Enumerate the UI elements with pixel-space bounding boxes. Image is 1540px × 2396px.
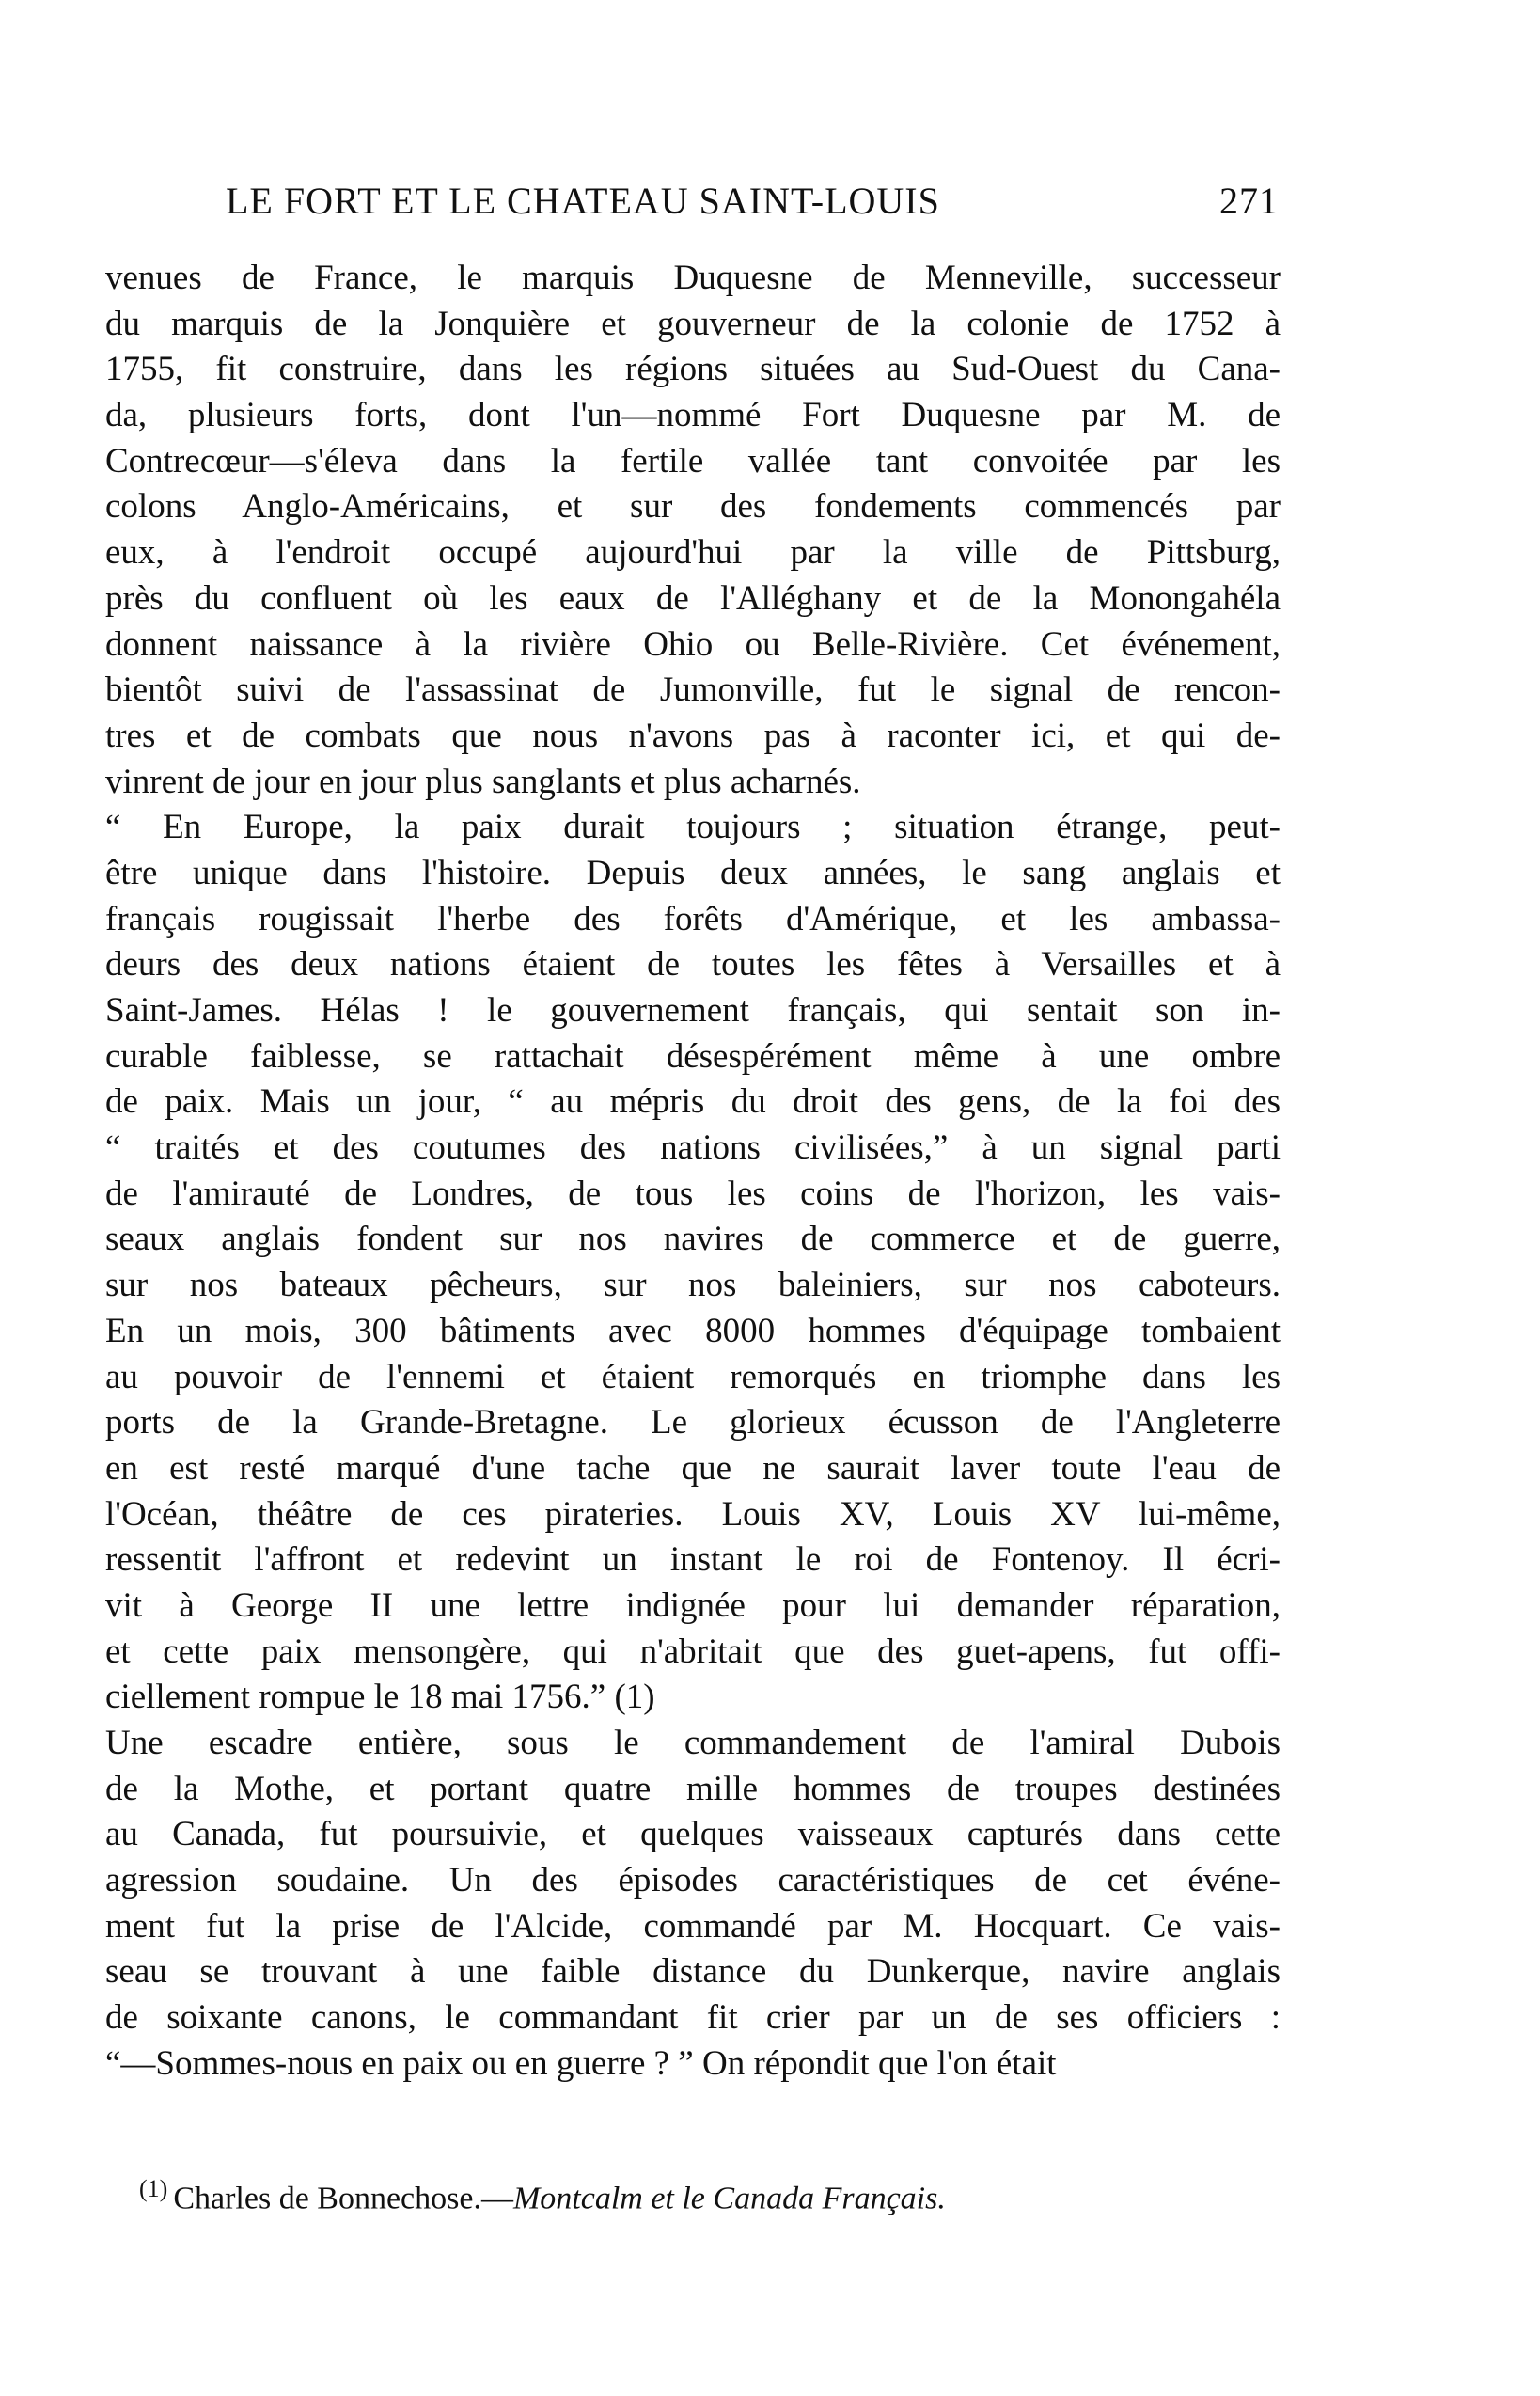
text-line: Une escadre entière, sous le commandement de l'amiral Dubois: [105, 1724, 1281, 1762]
text-line: et cette paix mensongère, qui n'abritait que des guet-apens, fut offi-: [105, 1631, 1281, 1671]
text-line: venues de France, le marquis Duquesne de Menneville, successeur: [105, 259, 1281, 297]
text-line: “ traités et des coutumes des nations civilisées,” à un signal parti: [105, 1128, 1281, 1168]
text-line: français rougissait l'herbe des forêts d'Amérique, et les ambassa-: [105, 899, 1281, 938]
text-line: En un mois, 300 bâtiments avec 8000 hommes d'équipage tombaient: [105, 1311, 1281, 1350]
text-line: seau se trouvant à une faible distance du Dunkerque, navire anglais: [105, 1952, 1281, 1992]
text-line: bientôt suivi de l'assassinat de Jumonville, fut le signal de rencon-: [105, 670, 1281, 710]
footnote-author: Charles de Bonnechose.—: [173, 2181, 513, 2216]
text-line: ressentit l'affront et redevint un instant le roi de Fontenoy. Il écri-: [105, 1540, 1281, 1580]
text-line: 1755, fit construire, dans les régions situées au Sud-Ouest du Cana-: [105, 350, 1281, 389]
text-line: au Canada, fut poursuivie, et quelques vaisseaux capturés dans cette: [105, 1815, 1281, 1854]
footnote-marker: (1): [139, 2175, 168, 2202]
running-title: LE FORT ET LE CHATEAU SAINT-LOUIS: [226, 180, 940, 222]
text-line: Contrecœur—s'éleva dans la fertile vallée tant convoitée par les: [105, 441, 1281, 481]
page-number: 271: [1219, 180, 1279, 222]
text-line: “ En Europe, la paix durait toujours ; situation étrange, peut-: [105, 808, 1281, 847]
text-line: ciellement rompue le 18 mai 1756.” (1): [105, 1678, 655, 1717]
text-line: de paix. Mais un jour, “ au mépris du droit des gens, de la foi des: [105, 1082, 1281, 1122]
footnote-title: Montcalm et le Canada Français.: [512, 2181, 946, 2216]
text-line: l'Océan, théâtre de ces pirateries. Louis XV, Louis XV lui-même,: [105, 1494, 1281, 1534]
text-line: ment fut la prise de l'Alcide, commandé par M. Hocquart. Ce vais-: [105, 1906, 1281, 1946]
text-line: agression soudaine. Un des épisodes caractéristiques de cet événe-: [105, 1861, 1281, 1900]
text-line: colons Anglo-Américains, et sur des fondements commencés par: [105, 487, 1281, 527]
text-line: près du confluent où les eaux de l'Alléghany et de la Monongahéla: [105, 578, 1281, 618]
text-line: en est resté marqué d'une tache que ne saurait laver toute l'eau de: [105, 1448, 1281, 1488]
footnote: [139, 2175, 1173, 2216]
text-line: être unique dans l'histoire. Depuis deux années, le sang anglais et: [105, 853, 1281, 892]
text-line: tres et de combats que nous n'avons pas à raconter ici, et qui de-: [105, 716, 1281, 755]
text-line: eux, à l'endroit occupé aujourd'hui par la ville de Pittsburg,: [105, 533, 1281, 573]
text-line: de la Mothe, et portant quatre mille hommes de troupes destinées: [105, 1769, 1281, 1808]
text-line: Saint-James. Hélas ! le gouvernement français, qui sentait son in-: [105, 991, 1281, 1030]
text-line: deurs des deux nations étaient de toutes les fêtes à Versailles et à: [105, 945, 1281, 985]
text-line: curable faiblesse, se rattachait désespérément même à une ombre: [105, 1036, 1281, 1076]
text-line: au pouvoir de l'ennemi et étaient remorqués en triomphe dans les: [105, 1357, 1281, 1396]
text-line: sur nos bateaux pêcheurs, sur nos baleiniers, sur nos caboteurs.: [105, 1266, 1281, 1305]
text-line: da, plusieurs forts, dont l'un—nommé Fort Duquesne par M. de: [105, 396, 1281, 435]
text-line: vit à George II une lettre indignée pour lui demander réparation,: [105, 1585, 1281, 1625]
text-line: vinrent de jour en jour plus sanglants et plus acharnés.: [105, 762, 861, 801]
text-line: “—Sommes-nous en paix ou en guerre ? ” On répondit que l'on était: [105, 2043, 1057, 2083]
running-header: [226, 179, 1279, 223]
text-line: du marquis de la Jonquière et gouverneur de la colonie de 1752 à: [105, 304, 1281, 343]
text-line: de l'amirauté de Londres, de tous les coins de l'horizon, les vais-: [105, 1174, 1281, 1213]
body-text: [105, 256, 1281, 2088]
text-line: donnent naissance à la rivière Ohio ou Belle-Rivière. Cet événement,: [105, 624, 1281, 664]
text-line: ports de la Grande-Bretagne. Le glorieux écusson de l'Angleterre: [105, 1403, 1281, 1442]
text-line: seaux anglais fondent sur nos navires de commerce et de guerre,: [105, 1220, 1281, 1259]
text-line: de soixante canons, le commandant fit crier par un de ses officiers :: [105, 1998, 1281, 2038]
